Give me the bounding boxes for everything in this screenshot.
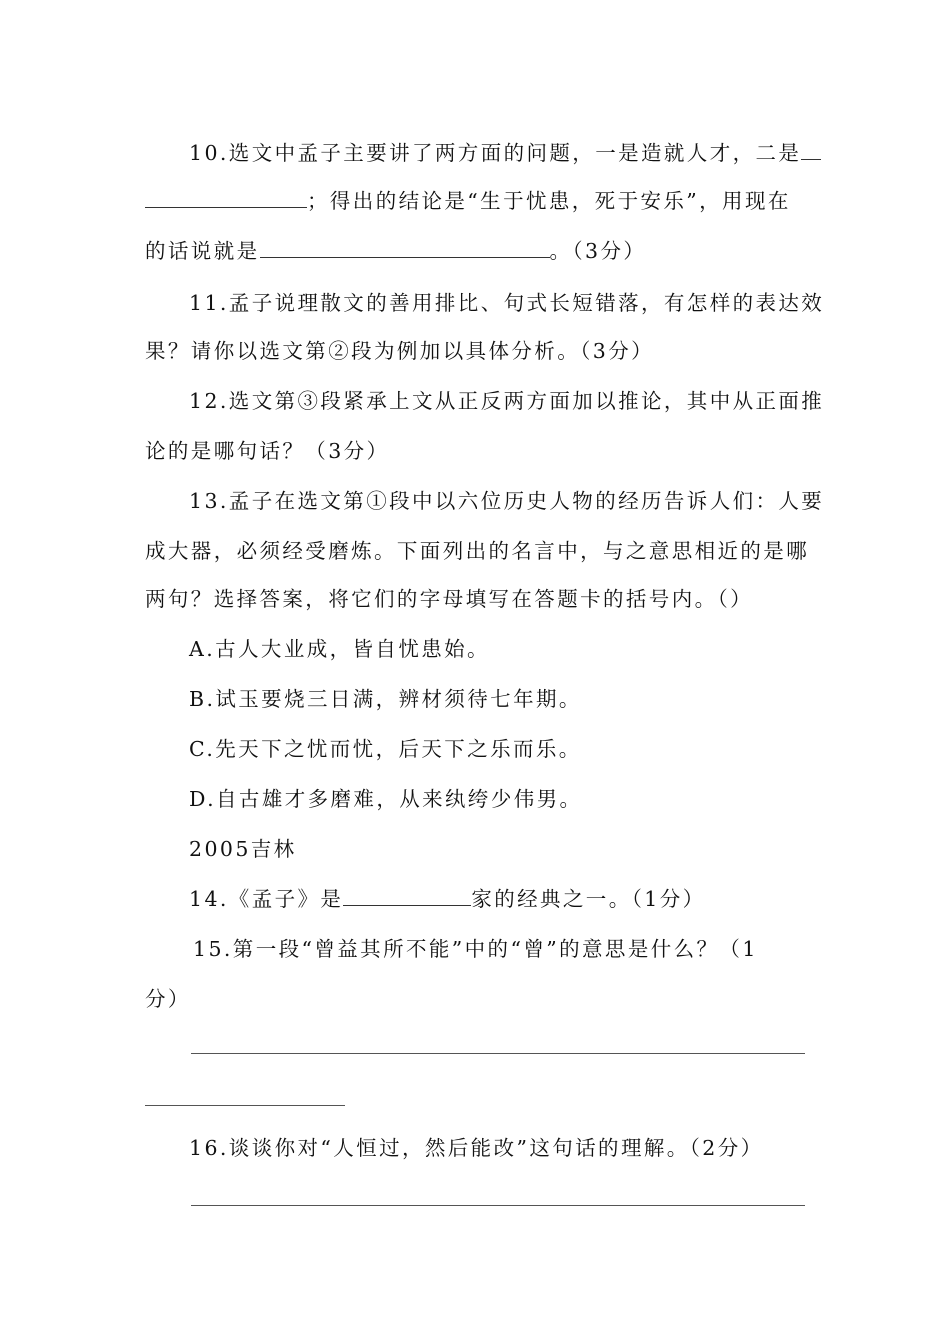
q15-answer-line-1[interactable] [191, 1053, 805, 1054]
q10-answer-blank-b[interactable] [145, 189, 307, 208]
q14-line: 14.《孟子》是 家的经典之一。（1分） [189, 887, 706, 911]
q10-line-2: ；得出的结论是“生于忧患，死于安乐”，用现在 [145, 186, 791, 216]
q10-answer-blank-c[interactable] [260, 239, 550, 258]
q16-answer-line[interactable] [191, 1205, 805, 1206]
q13-option-c: C.先天下之忧而忧，后天下之乐而乐。 [189, 737, 582, 761]
q13-line-1: 13.孟子在选文第①段中以六位历史人物的经历告诉人们：人要 [189, 489, 825, 513]
q13-option-d: D.自古雄才多磨难，从来纨绔少伟男。 [189, 787, 583, 811]
q10-answer-blank-a[interactable] [801, 141, 821, 160]
q13-option-a: A.古人大业成，皆自忧患始。 [189, 637, 490, 661]
q15-answer-line-2[interactable] [145, 1105, 345, 1106]
q13-line-2: 成大器，必须经受磨炼。下面列出的名言中，与之意思相近的是哪 [145, 539, 810, 563]
section-heading: 2005吉林 [189, 837, 297, 861]
q14-answer-blank[interactable] [343, 887, 471, 906]
q10-line-1: 10.选文中孟子主要讲了两方面的问题，一是造就人才，二是 [189, 138, 821, 168]
q16-line-1: 16.谈谈你对“人恒过，然后能改”这句话的理解。（2分） [189, 1136, 764, 1160]
q10-line-3: 的话说就是 。（3分） [145, 239, 647, 263]
q12-line-2: 论的是哪句话？（3分） [145, 439, 390, 463]
q13-line-3: 两句？选择答案，将它们的字母填写在答题卡的括号内。（） [145, 587, 754, 611]
q15-line-1: 15.第一段“曾益其所不能”中的“曾”的意思是什么？（1 [193, 937, 758, 961]
q15-line-2: 分） [145, 987, 191, 1011]
q11-line-2: 果？请你以选文第②段为例加以具体分析。（3分） [145, 339, 654, 363]
q13-option-b: B.试玉要烧三日满，辨材须待七年期。 [189, 687, 582, 711]
q11-line-1: 11.孟子说理散文的善用排比、句式长短错落，有怎样的表达效 [189, 291, 825, 315]
q12-line-1: 12.选文第③段紧承上文从正反两方面加以推论，其中从正面推 [189, 389, 825, 413]
